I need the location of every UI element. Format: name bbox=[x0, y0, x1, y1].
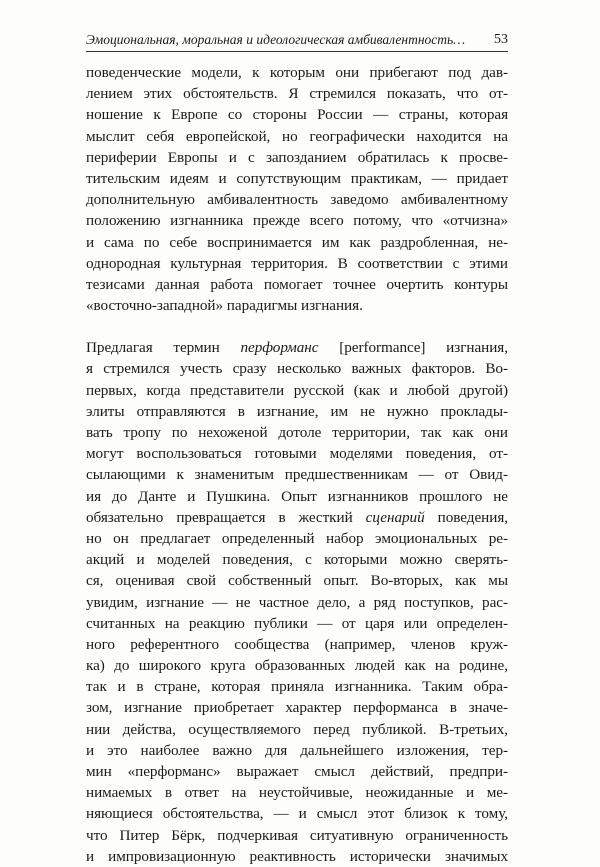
text-line: ношение к Европе со стороны России — страны, которая bbox=[86, 106, 508, 124]
text-line: ия до Данте и Пушкина. Опыт изгнанников прошлого не bbox=[86, 487, 508, 505]
page-number: 53 bbox=[494, 32, 508, 47]
text-line: зом, изгнание приобретает характер перформанса в значе- bbox=[86, 699, 508, 717]
text-line: вать тропу по нехоженой дотоле территории, так как они bbox=[86, 424, 508, 441]
text-line bbox=[86, 337, 508, 358]
paragraph-1 bbox=[86, 62, 508, 316]
text-line: и импровизационную реактивность исторически значимых bbox=[86, 847, 508, 865]
text-line: но он предлагает определенный набор эмоциональных ре- bbox=[86, 529, 508, 547]
running-header bbox=[86, 28, 508, 52]
text-line: однородная культурная территория. В соответствии с этими bbox=[86, 254, 508, 272]
text-line: нии действа, осуществляемого перед публикой. В-третьих, bbox=[86, 720, 508, 738]
text-line: мин «перформанс» выражает смысл действий, предпри- bbox=[86, 763, 508, 780]
text-line: няющиеся обстоятельства, — и смысл этот близок к тому, bbox=[86, 805, 508, 823]
text-line: тительским идеям и сопутствующим практикам, — придает bbox=[86, 169, 508, 187]
text-line: элиты отправляются в изгнание, им не нужно проклады- bbox=[86, 402, 508, 420]
text-line: что Питер Бёрк, подчеркивая ситуативную ограниченность bbox=[86, 826, 508, 844]
text-line: периферии Европы и с запозданием обратилась к просве- bbox=[86, 148, 508, 166]
text-run: обязательно превращается в жесткий bbox=[86, 508, 366, 526]
text-line: могут воспользоваться готовыми моделями поведения, от- bbox=[86, 445, 508, 463]
paragraph-2 bbox=[86, 337, 508, 867]
text-line: ного референтного сообщества (например, членов круж- bbox=[86, 635, 508, 653]
text-line: «восточно-западной» парадигмы изгнания. bbox=[86, 297, 363, 315]
text-run: поведения, bbox=[424, 508, 508, 526]
text-line: и сама по себе воспринимается им как раздробленная, не- bbox=[86, 233, 508, 251]
text-line: считанных на реакцию публики — от царя или определен- bbox=[86, 614, 508, 632]
text-line: нимаемых в ответ на неустойчивые, неожиданные и ме- bbox=[86, 784, 508, 802]
text-line: тезисами данная работа помогает точнее очертить контуры bbox=[86, 275, 508, 293]
paragraph-gap bbox=[86, 316, 508, 337]
text-line: и это наиболее важно для дальнейшего изложения, тер- bbox=[86, 741, 508, 759]
text-line: ся, оценивая свой собственный опыт. Во-вторых, как мы bbox=[86, 572, 508, 590]
text-line: акций и моделей поведения, с которыми можно сверять- bbox=[86, 551, 508, 569]
text-line: увидим, изгнание — не частное дело, а ряд поступков, рас- bbox=[86, 593, 508, 611]
italic-term: сценарий bbox=[365, 508, 425, 526]
text-line: мыслит себя европейской, но географически находится на bbox=[86, 127, 508, 145]
text-line: ка) до широкого круга образованных людей как на родине, bbox=[86, 657, 508, 675]
text-line: сылающими к знаменитым предшественникам — от Овид- bbox=[86, 466, 508, 484]
italic-term: перформанс bbox=[240, 339, 319, 357]
text-run: [performance] изгнания, bbox=[318, 339, 508, 357]
running-title: Эмоциональная, моральная и идеологическая амбивалентность… bbox=[86, 32, 466, 47]
text-line: дополнительную амбивалентность заведомо амбивалентному bbox=[86, 191, 508, 209]
text-run: Предлагая термин bbox=[86, 339, 241, 357]
text-line: лением этих обстоятельств. Я стремился показать, что от- bbox=[86, 85, 508, 103]
text-line: положению изгнанника прежде всего потому, что «отчизна» bbox=[86, 212, 508, 230]
text-line: так и в стране, которая приняла изгнанника. Таким обра- bbox=[86, 678, 508, 696]
text-line: первых, когда представители русской (как и любой другой) bbox=[86, 381, 508, 399]
text-line bbox=[86, 507, 508, 528]
text-line: я стремился учесть сразу несколько важных факторов. Во- bbox=[86, 360, 508, 378]
page-body bbox=[86, 62, 508, 867]
text-line: поведенческие модели, к которым они прибегают под дав- bbox=[86, 64, 508, 81]
